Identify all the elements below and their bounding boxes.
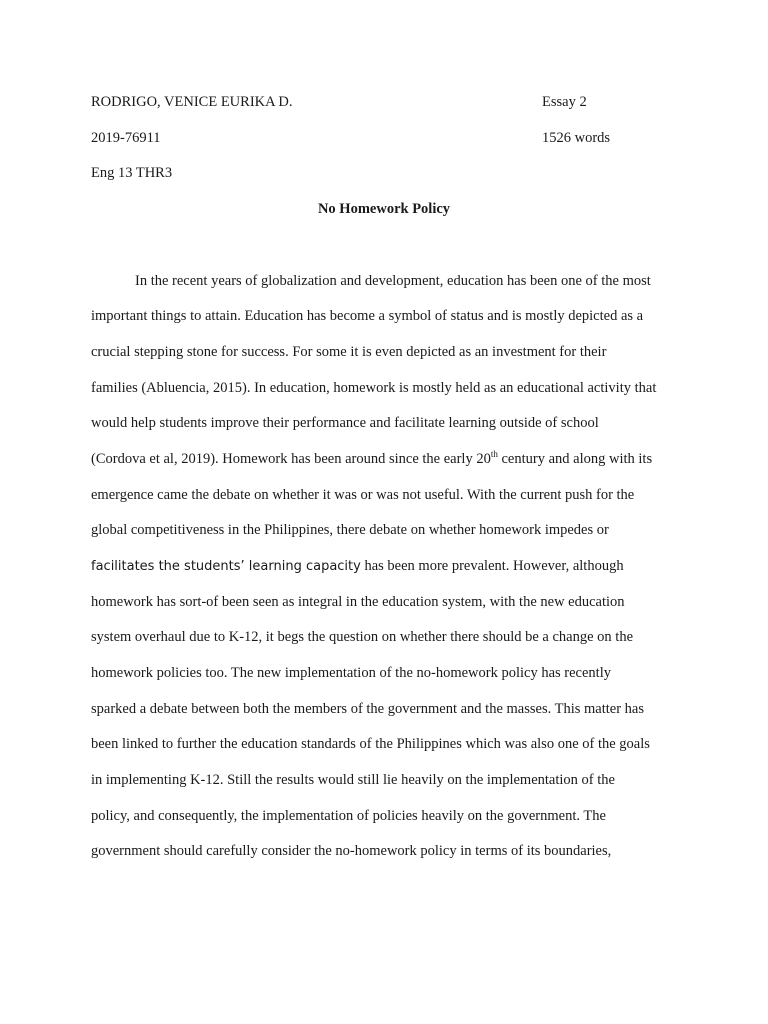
- body-line-17: government should carefully consider the no-homework policy in terms of its boundaries,: [91, 843, 612, 859]
- body-line-3: crucial stepping stone for success. For some it is even depicted as an investment for their: [91, 344, 607, 360]
- body-line-13: sparked a debate between both the members of the government and the masses. This matter has: [91, 701, 644, 717]
- body-line-6-end: century and along with its: [497, 451, 653, 467]
- body-line-2: important things to attain. Education has become a symbol of status and is mostly depicted as a: [91, 308, 644, 324]
- body-line-11: system overhaul due to K-12, it begs the question on whether there should be a change on the: [91, 629, 634, 645]
- body-line-14: been linked to further the education standards of the Philippines which was also one of the goals: [91, 736, 650, 752]
- body-line-9: [91, 557, 624, 576]
- body-line-9-start: facilitates the students’ learning capacity: [91, 559, 361, 574]
- essay-label: Essay 2: [542, 94, 587, 110]
- ordinal-superscript: th: [490, 449, 498, 460]
- body-line-5: would help students improve their performance and facilitate learning outside of school: [91, 415, 599, 431]
- body-line-16: policy, and consequently, the implementation of policies heavily on the government. The: [91, 808, 606, 824]
- body-line-4: families (Abluencia, 2015). In education, homework is mostly held as an educational activity that: [91, 380, 657, 396]
- body-line-6: [91, 450, 652, 468]
- body-line-12: homework policies too. The new implementation of the no-homework policy has recently: [91, 665, 611, 681]
- author-name: RODRIGO, VENICE EURIKA D.: [91, 94, 293, 110]
- body-line-7: emergence came the debate on whether it was or was not useful. With the current push for the: [91, 487, 635, 503]
- body-line-9-end: has been more prevalent. However, although: [360, 558, 624, 574]
- body-line-10: homework has sort-of been seen as integral in the education system, with the new education: [91, 594, 625, 610]
- body-line-8: global competitiveness in the Philippines, there debate on whether homework impedes or: [91, 522, 609, 538]
- student-number: 2019-76911: [91, 130, 161, 146]
- word-count: 1526 words: [542, 130, 611, 146]
- body-line-1: In the recent years of globalization and development, education has been one of the most: [135, 273, 651, 289]
- course-code: Eng 13 THR3: [91, 165, 173, 181]
- body-line-6-start: (Cordova et al, 2019). Homework has been around since the early 20: [91, 451, 491, 467]
- essay-title: No Homework Policy: [317, 201, 451, 217]
- body-line-15: in implementing K-12. Still the results would still lie heavily on the implementation of the: [91, 772, 615, 788]
